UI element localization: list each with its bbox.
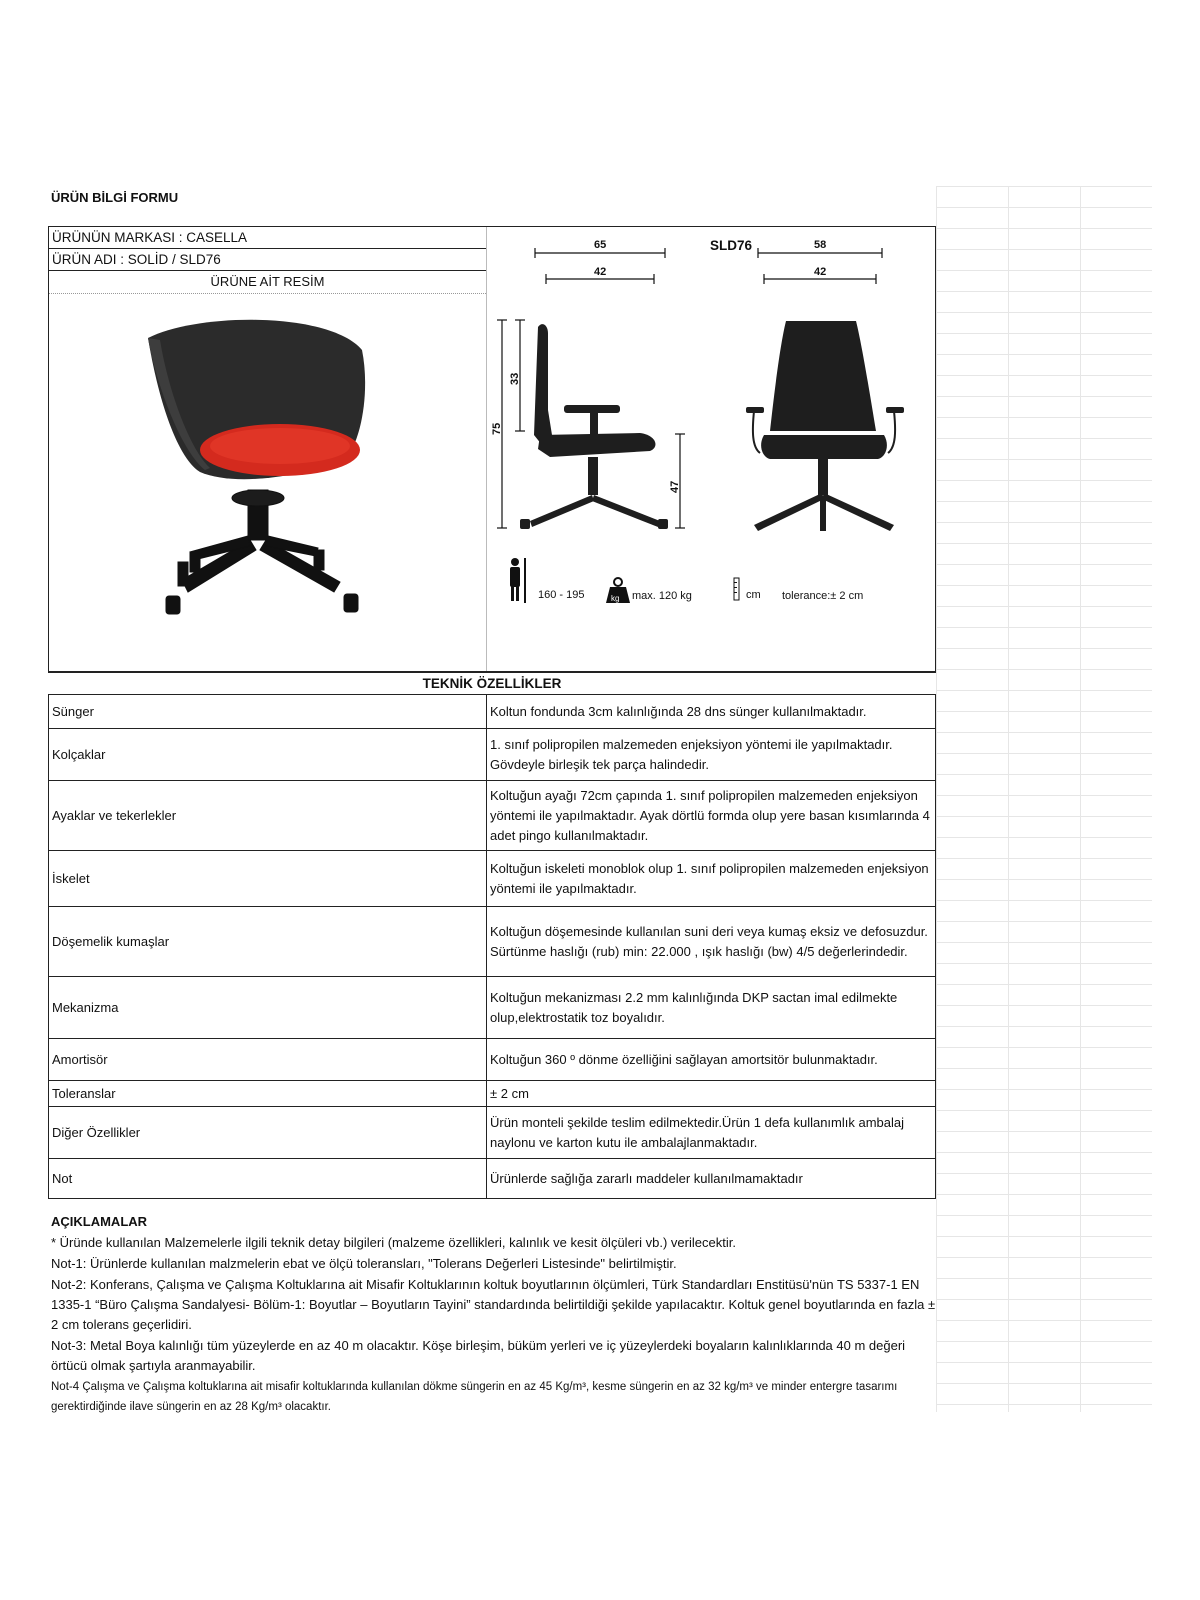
spec-key: Amortisör — [49, 1039, 487, 1081]
dim-back-height: 33 — [509, 372, 521, 385]
notes-section — [48, 1212, 936, 1418]
spec-key: İskelet — [49, 851, 487, 907]
spec-key: Mekanizma — [49, 977, 487, 1039]
ruler-icon — [734, 578, 739, 600]
spec-section-title: TEKNİK ÖZELLİKLER — [48, 672, 936, 695]
front-view-chair — [746, 321, 904, 531]
spreadsheet-grid — [936, 186, 1152, 1412]
note-item: Not-2: Konferans, Çalışma ve Çalışma Koltuklarına ait Misafir Koltuklarının koltuk boyutlarının ölçümleri, Türk Standardları Enstitüsü'nün TS 5337-1 EN 1335-1 “Büro Çalışma Sandalyesi- Bölüm-1: Boyutlar – Boyutların Tayini” standardında belirtildiği şekilde yapılacaktır. Koltuk genel boyutlarında en fazla ± 2 cm tolerans geçerlidiri. — [51, 1277, 936, 1332]
weight-icon — [606, 578, 630, 603]
notes-title: AÇIKLAMALAR — [51, 1214, 148, 1229]
tolerance-label: tolerance:± 2 cm — [782, 590, 864, 602]
spec-row — [49, 1107, 936, 1159]
dim-total-height: 75 — [491, 422, 503, 435]
spec-table — [48, 694, 936, 1199]
spec-key: Kolçaklar — [49, 729, 487, 781]
spec-row — [49, 977, 936, 1039]
spec-value: Koltuğun iskeleti monoblok olup 1. sınıf polipropilen malzemeden enjeksiyon yöntemi ile yapılmaktadır. — [487, 851, 936, 907]
note-item: Not-4 Çalışma ve Çalışma koltuklarına ait misafir koltuklarında kullanılan dökme süngerin en az 45 Kg/m³, kesme süngerin en az 32 kg/m³ ve minder entergre tasarımı gerektirdiğinde ilave süngerin en az 28 Kg/m³ olacaktır. — [51, 1381, 898, 1413]
spec-row — [49, 781, 936, 851]
spec-value: Ürünlerde sağlığa zararlı maddeler kullanılmamaktadır — [487, 1159, 936, 1199]
spec-value: Koltuğun 360 º dönme özelliğini sağlayan amortsitör bulunmaktadır. — [487, 1039, 936, 1081]
brand-line: ÜRÜNÜN MARKASI : CASELLA — [49, 227, 486, 249]
spec-value: Koltuğun ayağı 72cm çapında 1. sınıf polipropilen malzemeden enjeksiyon yöntemi ile yapılmaktadır. Ayak dörtlü formda olup yere basan kısımlarında 4 adet pingo kullanılmaktadır. — [487, 781, 936, 851]
spec-row — [49, 1159, 936, 1199]
technical-drawing — [490, 235, 910, 615]
user-height-range: 160 - 195 — [538, 589, 585, 601]
dim-front-seat: 42 — [814, 266, 827, 278]
dim-side-seat: 42 — [594, 266, 607, 278]
side-view-chair — [520, 324, 668, 529]
form-title: ÜRÜN BİLGİ FORMU — [51, 190, 179, 205]
column-divider — [486, 227, 487, 671]
max-weight: max. 120 kg — [632, 590, 692, 602]
spec-value: ± 2 cm — [487, 1081, 936, 1107]
spec-row — [49, 1039, 936, 1081]
dim-side-width: 65 — [594, 239, 607, 251]
spec-row — [49, 1081, 936, 1107]
spec-key: Not — [49, 1159, 487, 1199]
spec-key: Diğer Özellikler — [49, 1107, 487, 1159]
unit-label: cm — [746, 589, 761, 601]
spec-row — [49, 851, 936, 907]
spec-value: Koltuğun döşemesinde kullanılan suni deri veya kumaş eksiz ve defosuzdur. Sürtünme haslığı (rub) min: 22.000 , ışık haslığı (bw) 4/5 değerlerindedir. — [487, 907, 936, 977]
chair-photo-image — [90, 300, 430, 640]
kg-badge: kg — [611, 594, 620, 603]
note-item: Not-1: Ürünlerde kullanılan malzmelerin ebat ve ölçü toleransları, "Tolerans Değerleri Listesinde" belirtilmiştir. — [51, 1256, 677, 1271]
spec-key: Sünger — [49, 695, 487, 729]
user-height-icon — [510, 558, 526, 603]
spec-key: Toleranslar — [49, 1081, 487, 1107]
spec-key: Döşemelik kumaşlar — [49, 907, 487, 977]
spec-value: Koltun fondunda 3cm kalınlığında 28 dns sünger kullanılmaktadır. — [487, 695, 936, 729]
spec-row — [49, 729, 936, 781]
dim-seat-height: 47 — [669, 480, 681, 493]
dim-front-width: 58 — [814, 239, 827, 251]
photo-label: ÜRÜNE AİT RESİM — [49, 271, 486, 294]
note-item: Not-3: Metal Boya kalınlığı tüm yüzeylerde en az 40 m olacaktır. Köşe birleşim, büküm yerleri ve iç yüzeylerdeki boyaların kalınlıklarında 40 m değeri örtücü olmak şartıyla aranmayabilir. — [51, 1338, 906, 1373]
spec-value: Koltuğun mekanizması 2.2 mm kalınlığında DKP sactan imal edilmekte olup,elektrostatik toz boyalıdır. — [487, 977, 936, 1039]
model-code: SLD76 — [710, 238, 753, 253]
spec-value: Ürün monteli şekilde teslim edilmektedir.Ürün 1 defa kullanımlık ambalaj naylonu ve karton kutu ile ambalajlanmaktadır. — [487, 1107, 936, 1159]
spec-key: Ayaklar ve tekerlekler — [49, 781, 487, 851]
spec-row — [49, 907, 936, 977]
spec-row — [49, 695, 936, 729]
product-name-line: ÜRÜN ADI : SOLİD / SLD76 — [49, 249, 486, 271]
note-item: * Üründe kullanılan Malzemelerle ilgili teknik detay bilgileri (malzeme özellikleri, kalınlık ve kesit ölçüleri vb.) verilecektir. — [51, 1235, 736, 1250]
spec-value: 1. sınıf polipropilen malzemeden enjeksiyon yöntemi ile yapılmaktadır. Gövdeyle birleşik tek parça halindedir. — [487, 729, 936, 781]
